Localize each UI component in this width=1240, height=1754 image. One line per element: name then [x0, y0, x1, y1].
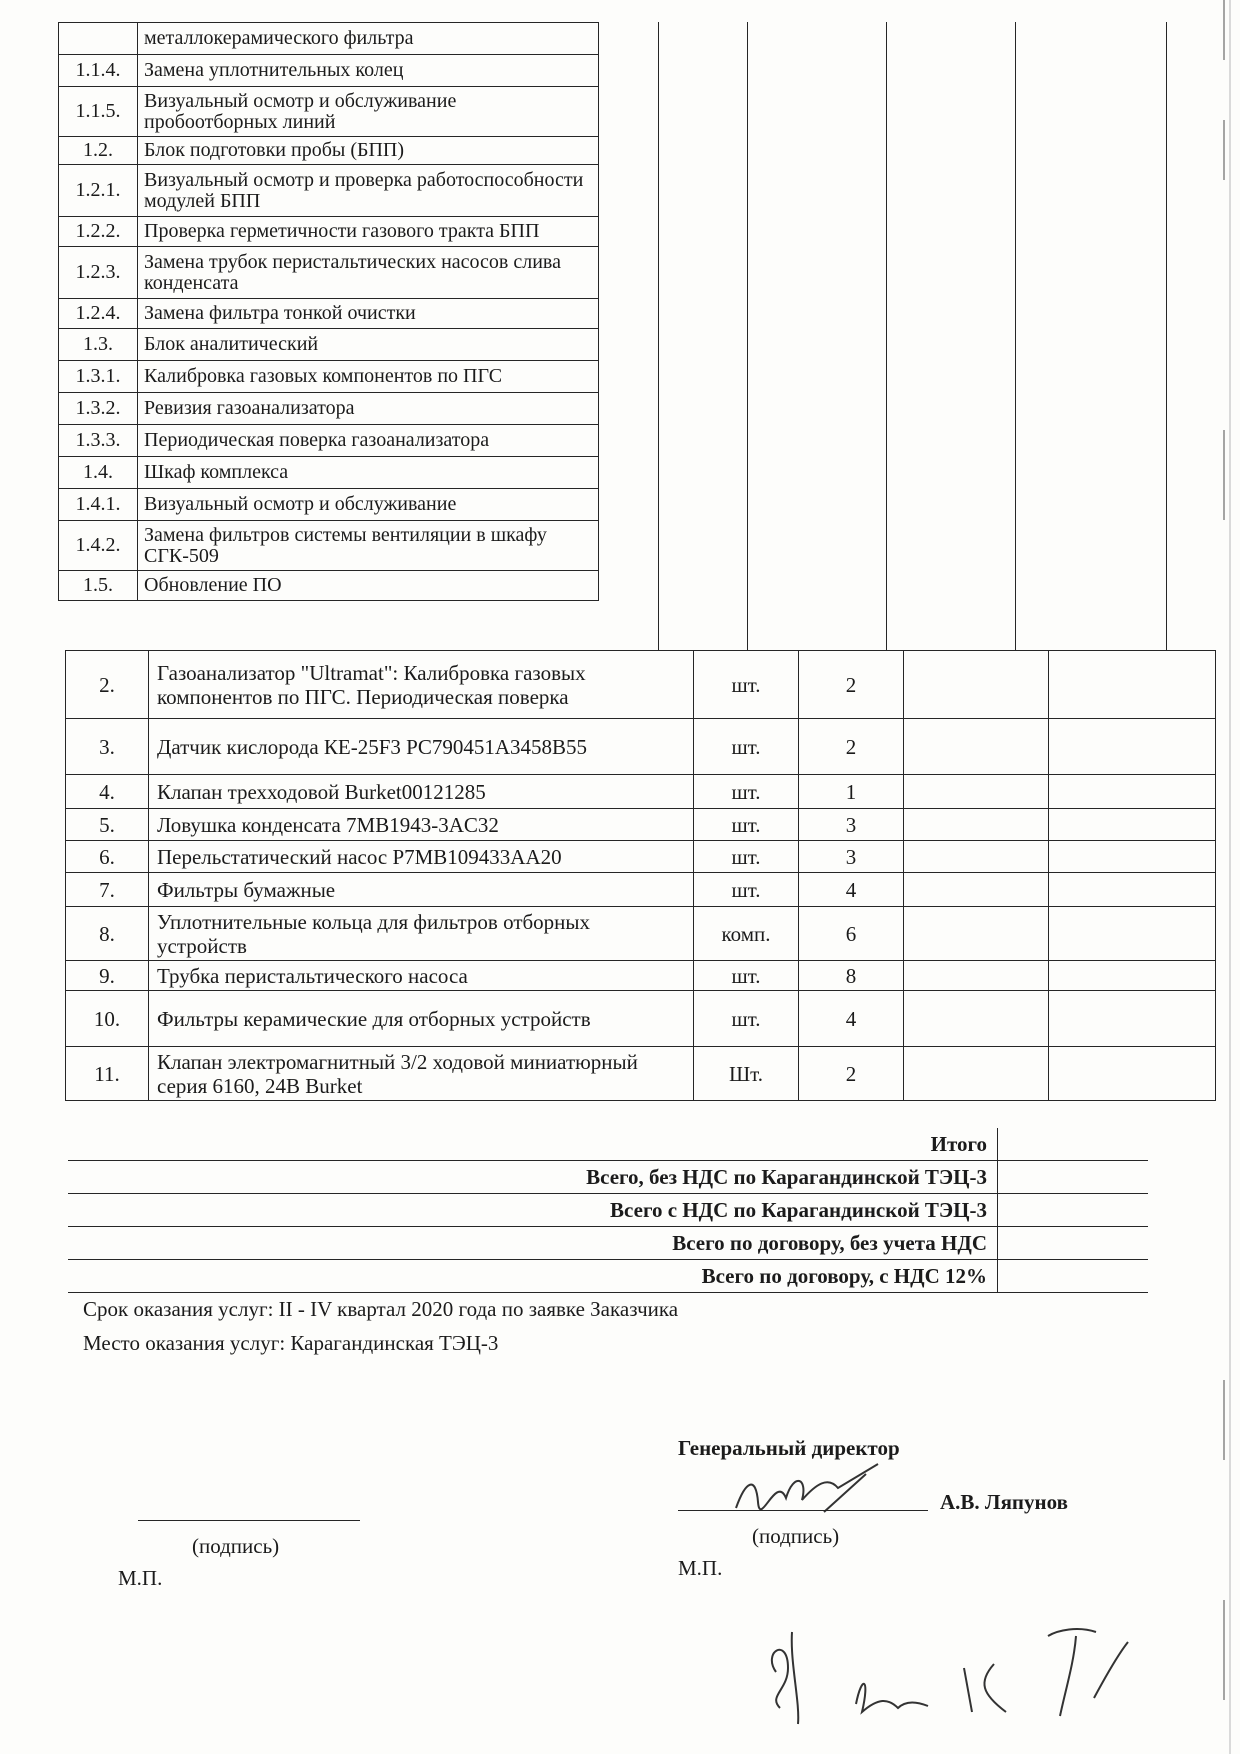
goods-row	[66, 719, 1216, 775]
service-number: 1.3.2.	[59, 393, 138, 425]
service-number: 1.2.3.	[59, 247, 138, 299]
service-place: Место оказания услуг: Карагандинская ТЭЦ-3	[83, 1331, 499, 1355]
goods-unit: комп.	[694, 907, 799, 961]
goods-number: 7.	[66, 873, 149, 907]
service-name: Шкаф комплекса	[138, 457, 599, 489]
service-name: Замена уплотнительных колец	[138, 55, 599, 87]
handwritten-initials	[758, 1612, 1178, 1730]
totals-label: Всего, без НДС по Карагандинской ТЭЦ-3	[586, 1165, 987, 1189]
totals-value	[997, 1227, 1148, 1259]
service-row	[59, 55, 599, 87]
service-row	[59, 457, 599, 489]
service-row	[59, 571, 599, 601]
goods-quantity: 3	[799, 809, 904, 841]
director-signature-caption: (подпись)	[752, 1524, 840, 1548]
goods-name: Ловушка конденсата 7MB1943-3AC32	[149, 809, 694, 841]
service-name: Замена фильтров системы вентиляции в шкафу СГК-509	[138, 521, 599, 571]
service-name: Визуальный осмотр и обслуживание пробоотборных линий	[138, 87, 599, 137]
goods-unit: шт.	[694, 719, 799, 775]
goods-price	[904, 841, 1049, 873]
goods-number: 11.	[66, 1047, 149, 1101]
left-stamp-label: М.П.	[118, 1566, 163, 1590]
goods-sum	[1049, 809, 1216, 841]
goods-number: 8.	[66, 907, 149, 961]
service-number: 1.2.1.	[59, 165, 138, 217]
totals-row	[68, 1227, 1148, 1260]
totals-label: Всего по договору, без учета НДС	[672, 1231, 987, 1255]
director-signature	[728, 1462, 898, 1524]
service-name: Периодическая поверка газоанализатора	[138, 425, 599, 457]
goods-sum	[1049, 651, 1216, 719]
goods-number: 9.	[66, 961, 149, 991]
goods-unit: шт.	[694, 873, 799, 907]
service-name: Ревизия газоанализатора	[138, 393, 599, 425]
goods-name: Фильтры бумажные	[149, 873, 694, 907]
totals-block	[68, 1128, 1148, 1293]
left-signature-line	[138, 1520, 360, 1521]
goods-price	[904, 961, 1049, 991]
goods-name: Клапан электромагнитный 3/2 ходовой миниатюрный серия 6160, 24В Burket	[149, 1047, 694, 1101]
goods-unit: шт.	[694, 809, 799, 841]
totals-row	[68, 1128, 1148, 1161]
service-row	[59, 165, 599, 217]
goods-number: 5.	[66, 809, 149, 841]
goods-row	[66, 651, 1216, 719]
goods-number: 4.	[66, 775, 149, 809]
totals-row	[68, 1161, 1148, 1194]
goods-number: 2.	[66, 651, 149, 719]
goods-price	[904, 775, 1049, 809]
goods-price	[904, 873, 1049, 907]
service-number: 1.1.4.	[59, 55, 138, 87]
service-number	[59, 23, 138, 55]
service-number: 1.3.	[59, 329, 138, 361]
service-row	[59, 137, 599, 165]
goods-unit: Шт.	[694, 1047, 799, 1101]
goods-sum	[1049, 775, 1216, 809]
totals-label: Всего с НДС по Карагандинской ТЭЦ-3	[610, 1198, 987, 1222]
goods-unit: шт.	[694, 651, 799, 719]
totals-row	[68, 1194, 1148, 1227]
service-row	[59, 217, 599, 247]
service-row	[59, 361, 599, 393]
service-name: металлокерамического фильтра	[138, 23, 599, 55]
goods-sum	[1049, 719, 1216, 775]
services-table	[58, 22, 599, 601]
totals-label: Итого	[930, 1132, 987, 1156]
goods-sum	[1049, 991, 1216, 1047]
service-row	[59, 247, 599, 299]
goods-row	[66, 809, 1216, 841]
goods-price	[904, 907, 1049, 961]
goods-name: Датчик кислорода КЕ-25F3 PC790451A3458B55	[149, 719, 694, 775]
service-row	[59, 299, 599, 329]
service-number: 1.4.1.	[59, 489, 138, 521]
goods-quantity: 2	[799, 719, 904, 775]
goods-sum	[1049, 841, 1216, 873]
goods-quantity: 1	[799, 775, 904, 809]
service-name: Визуальный осмотр и обслуживание	[138, 489, 599, 521]
totals-value	[997, 1128, 1148, 1160]
service-name: Калибровка газовых компонентов по ПГС	[138, 361, 599, 393]
service-number: 1.2.4.	[59, 299, 138, 329]
service-name: Замена трубок перистальтических насосов слива конденсата	[138, 247, 599, 299]
service-name: Блок аналитический	[138, 329, 599, 361]
goods-quantity: 2	[799, 1047, 904, 1101]
service-number: 1.2.	[59, 137, 138, 165]
goods-sum	[1049, 1047, 1216, 1101]
goods-name: Уплотнительные кольца для фильтров отборных устройств	[149, 907, 694, 961]
service-number: 1.4.	[59, 457, 138, 489]
left-signature-caption: (подпись)	[192, 1534, 280, 1558]
service-row	[59, 87, 599, 137]
goods-number: 3.	[66, 719, 149, 775]
goods-name: Фильтры керамические для отборных устройств	[149, 991, 694, 1047]
totals-row	[68, 1260, 1148, 1293]
totals-label: Всего по договору, с НДС 12%	[701, 1264, 987, 1288]
goods-sum	[1049, 873, 1216, 907]
goods-row	[66, 873, 1216, 907]
service-number: 1.3.3.	[59, 425, 138, 457]
goods-price	[904, 991, 1049, 1047]
goods-name: Клапан трехходовой Burket00121285	[149, 775, 694, 809]
goods-name: Перельстатический насос P7MB109433AA20	[149, 841, 694, 873]
totals-value	[997, 1194, 1148, 1226]
totals-value	[997, 1260, 1148, 1292]
goods-price	[904, 809, 1049, 841]
service-name: Обновление ПО	[138, 571, 599, 601]
service-row	[59, 489, 599, 521]
director-signature-line	[678, 1510, 928, 1511]
service-number: 1.1.5.	[59, 87, 138, 137]
goods-price	[904, 651, 1049, 719]
goods-sum	[1049, 907, 1216, 961]
goods-name: Газоанализатор "Ultramat": Калибровка газовых компонентов по ПГС. Периодическая поверка	[149, 651, 694, 719]
service-row	[59, 425, 599, 457]
totals-value	[997, 1161, 1148, 1193]
goods-quantity: 6	[799, 907, 904, 961]
service-row	[59, 23, 599, 55]
scan-edge	[1218, 0, 1240, 1754]
goods-row	[66, 1047, 1216, 1101]
goods-quantity: 4	[799, 991, 904, 1047]
service-name: Замена фильтра тонкой очистки	[138, 299, 599, 329]
empty-price-columns	[658, 22, 1167, 650]
director-stamp-label: М.П.	[678, 1556, 723, 1580]
goods-row	[66, 961, 1216, 991]
goods-quantity: 3	[799, 841, 904, 873]
service-row	[59, 521, 599, 571]
director-title: Генеральный директор	[678, 1436, 900, 1460]
service-term: Срок оказания услуг: II - IV квартал 2020 года по заявке Заказчика	[83, 1297, 679, 1321]
service-row	[59, 329, 599, 361]
goods-row	[66, 775, 1216, 809]
goods-unit: шт.	[694, 775, 799, 809]
goods-number: 10.	[66, 991, 149, 1047]
goods-sum	[1049, 961, 1216, 991]
goods-number: 6.	[66, 841, 149, 873]
service-number: 1.4.2.	[59, 521, 138, 571]
director-name: А.В. Ляпунов	[940, 1490, 1068, 1514]
service-name: Проверка герметичности газового тракта БПП	[138, 217, 599, 247]
goods-row	[66, 991, 1216, 1047]
service-number: 1.3.1.	[59, 361, 138, 393]
goods-price	[904, 719, 1049, 775]
goods-price	[904, 1047, 1049, 1101]
goods-unit: шт.	[694, 841, 799, 873]
goods-quantity: 2	[799, 651, 904, 719]
goods-row	[66, 841, 1216, 873]
goods-table	[65, 650, 1216, 1101]
service-row	[59, 393, 599, 425]
goods-unit: шт.	[694, 961, 799, 991]
goods-name: Трубка перистальтического насоса	[149, 961, 694, 991]
goods-row	[66, 907, 1216, 961]
goods-quantity: 8	[799, 961, 904, 991]
service-name: Блок подготовки пробы (БПП)	[138, 137, 599, 165]
service-number: 1.2.2.	[59, 217, 138, 247]
goods-quantity: 4	[799, 873, 904, 907]
service-number: 1.5.	[59, 571, 138, 601]
service-name: Визуальный осмотр и проверка работоспособности модулей БПП	[138, 165, 599, 217]
goods-unit: шт.	[694, 991, 799, 1047]
